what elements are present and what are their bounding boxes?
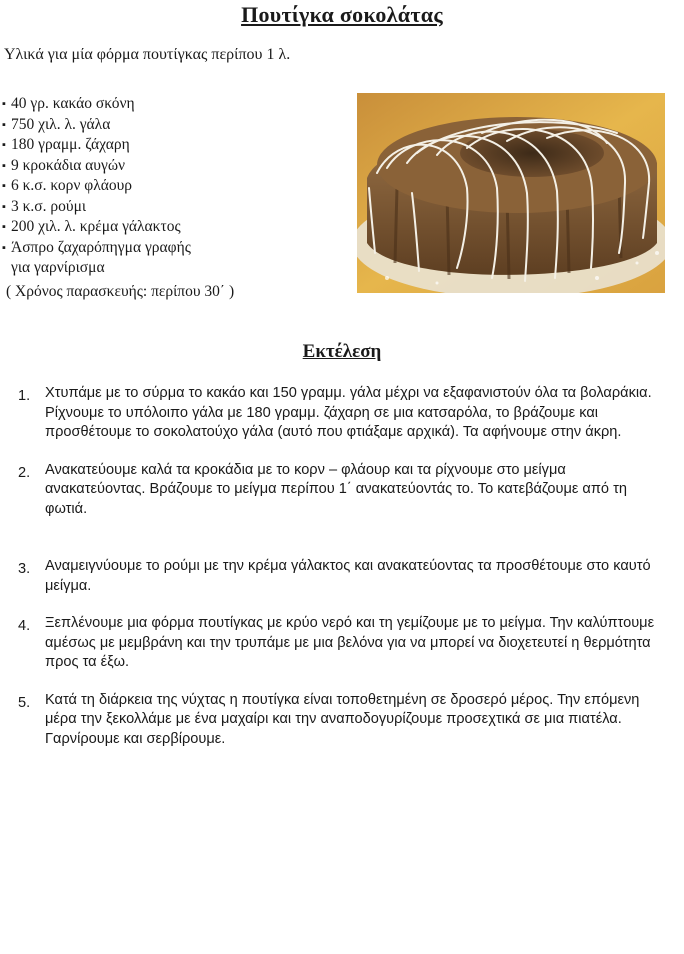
step-item	[10, 557, 670, 596]
step-number: 2.	[18, 464, 31, 481]
step-text: Αναμειγνύουμε το ρούμι με την κρέμα γάλακτος και ανακατεύοντας τα προσθέτουμε στο καυτό μείγμα.	[45, 558, 651, 594]
step-item	[10, 614, 670, 673]
step-number: 5.	[18, 694, 31, 711]
execution-title: Εκτέλεση	[302, 341, 382, 362]
step-text: Ανακατεύουμε καλά τα κροκάδια με το κορν – φλάουρ και τα ρίχνουμε στο μείγμα ανακατεύοντας. Βράζουμε το μείγμα περίπου 1΄ ανακατεύοντάς το. Το κατεβάζουμε από τη φωτιά.	[45, 461, 627, 517]
ingredient-item: ▪ 40 γρ. κακάο σκόνη	[2, 94, 191, 115]
step-number: 1.	[18, 388, 31, 404]
ingredient-item: ▪ 3 κ.σ. ρούμι	[2, 197, 191, 218]
step-text: Χτυπάμε με το σύρμα το κακάο και 150 γραμμ. γάλα μέχρι να εξαφανιστούν όλα τα βολαράκια. Ρίχνουμε το υπόλοιπο γάλα με 180 γραμμ. ζάχαρη σε μια κατσαρόλα, το βράζουμε και προσθέτουμε το σοκολατούχο γάλα (αυτό που φτιάξαμε αρχικά). Τα αφήνουμε στην άκρη.	[45, 385, 652, 440]
bullet-icon: ▪	[2, 159, 6, 172]
bullet-icon: ▪	[2, 139, 6, 151]
bullet-icon: ▪	[2, 98, 6, 110]
ingredient-item: ▪ Άσπρο ζαχαρόπηγμα γραφής	[2, 238, 191, 259]
bullet-icon: ▪	[2, 200, 6, 213]
bullet-icon: ▪	[2, 241, 6, 254]
step-item	[10, 691, 670, 750]
bullet-icon: ▪	[2, 180, 6, 192]
ingredient-continuation: για γαρνίρισμα	[11, 259, 105, 276]
ingredient-item: ▪ 6 κ.σ. κορν φλάουρ	[2, 176, 191, 197]
step-number: 3.	[18, 561, 31, 577]
ingredients-list	[2, 94, 191, 278]
step-item	[10, 461, 670, 520]
ingredients-intro: Υλικά για μία φόρμα πουτίγκας περίπου 1 λ.	[4, 46, 291, 63]
bullet-icon: ▪	[2, 221, 6, 233]
ingredient-item: ▪ 750 χιλ. λ. γάλα	[2, 115, 191, 136]
prep-time: ( Χρόνος παρασκευής: περίπου 30΄ )	[6, 283, 235, 300]
ingredient-item: ▪ 9 κροκάδια αυγών	[2, 156, 191, 177]
bullet-icon: ▪	[2, 118, 6, 131]
page-title: Πουτίγκα σοκολάτας	[241, 2, 443, 27]
pudding-illustration	[357, 93, 665, 293]
pudding-photo	[357, 93, 665, 293]
steps-list	[10, 384, 670, 749]
step-number: 4.	[18, 618, 31, 634]
step-text: Κατά τη διάρκεια της νύχτας η πουτίγκα είναι τοποθετημένη σε δροσερό μέρος. Την επόμενη μέρα την ξεκολλάμε με ένα μαχαίρι και την αναποδογυρίζουμε προσεχτικά σε μια πιατέλα. Γαρνίρουμε και σερβίρουμε.	[45, 691, 640, 747]
ingredient-item: ▪ 180 γραμμ. ζάχαρη	[2, 135, 191, 156]
step-item	[10, 384, 670, 443]
ingredient-item: ▪ 200 χιλ. λ. κρέμα γάλακτος	[2, 217, 191, 238]
step-text: Ξεπλένουμε μια φόρμα πουτίγκας με κρύο νερό και τη γεμίζουμε με το μείγμα. Την καλύπτουμε αμέσως με μεμβράνη και την τρυπάμε με μια βελόνα για να μπορεί να διοχετευτεί η θερμότητα προς τα έξω.	[45, 615, 655, 670]
